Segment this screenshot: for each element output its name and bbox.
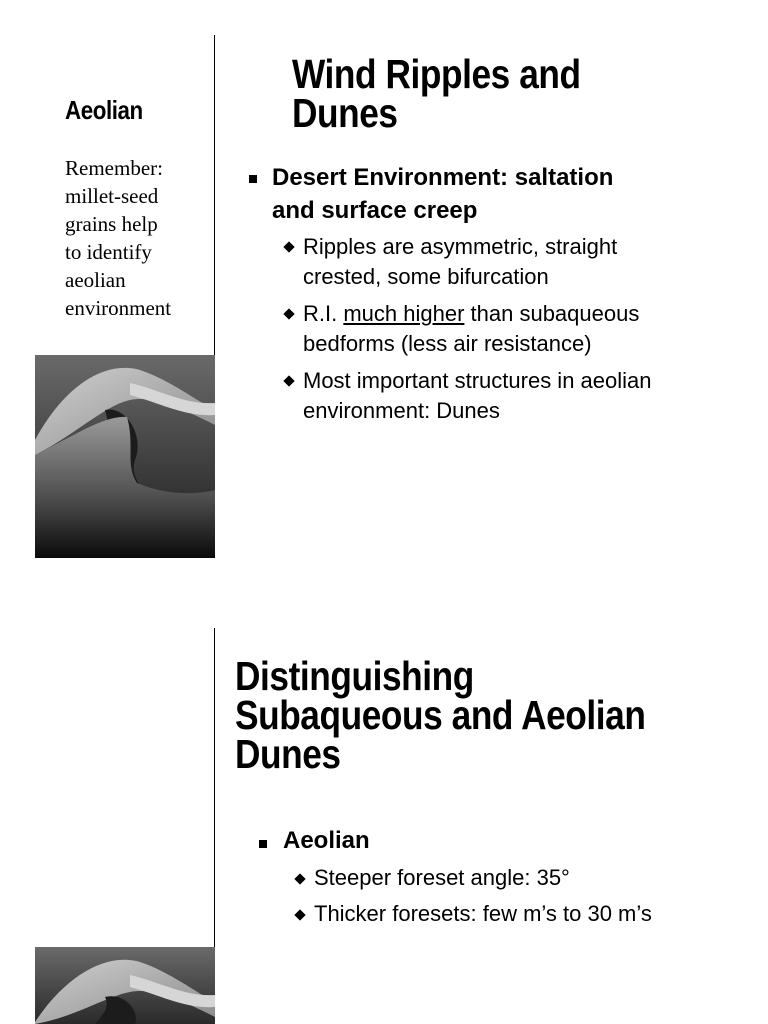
desert-dune-photo bbox=[35, 947, 215, 1024]
title-line: Wind Ripples and bbox=[292, 51, 581, 97]
title-line: Dunes bbox=[292, 90, 398, 136]
sub-bullet bbox=[303, 299, 639, 359]
sub-bullet-line: Ripples are asymmetric, straight bbox=[303, 234, 618, 259]
underlined-phrase: much higher bbox=[343, 301, 465, 326]
side-note: Remember: millet-seed grains help to identify aeolian environment bbox=[65, 156, 172, 320]
title-line: Dunes bbox=[235, 731, 341, 777]
sub-bullet-line: crested, some bifurcation bbox=[303, 264, 549, 289]
diamond-bullet-icon bbox=[283, 241, 294, 252]
sub-bullet: Steeper foreset angle: 35° bbox=[314, 865, 570, 890]
sub-bullet-prefix: R.I. bbox=[303, 301, 344, 326]
dune-photo-icon bbox=[35, 947, 215, 1024]
diamond-bullet-icon bbox=[283, 308, 294, 319]
bullet-line: Desert Environment: saltation bbox=[272, 164, 614, 191]
diamond-bullet-icon bbox=[294, 873, 305, 884]
square-bullet-icon bbox=[259, 840, 267, 848]
main-bullet: Aeolian bbox=[283, 827, 370, 854]
sub-bullet-line: bedforms (less air resistance) bbox=[303, 331, 592, 356]
square-bullet-icon bbox=[249, 175, 257, 183]
vertical-divider bbox=[214, 628, 215, 948]
title-line: Distinguishing bbox=[235, 653, 474, 699]
slide-distinguishing-dunes bbox=[0, 600, 768, 1024]
desert-dune-photo bbox=[35, 355, 215, 558]
sub-bullet-line: environment: Dunes bbox=[303, 398, 500, 423]
bullet-line: and surface creep bbox=[272, 197, 478, 224]
slide-title bbox=[235, 653, 646, 777]
sub-bullet-line bbox=[303, 299, 639, 329]
vertical-divider bbox=[214, 35, 215, 355]
sub-bullet-line: Most important structures in aeolian bbox=[303, 368, 652, 393]
sub-bullet bbox=[303, 366, 652, 426]
dune-photo-icon bbox=[35, 355, 215, 558]
sub-bullet: Thicker foresets: few m’s to 30 m’s bbox=[314, 901, 652, 926]
diamond-bullet-icon bbox=[283, 375, 294, 386]
sub-bullet bbox=[303, 232, 617, 292]
side-title: Aeolian bbox=[65, 95, 143, 125]
main-bullet bbox=[272, 161, 613, 227]
slide-title bbox=[292, 51, 581, 136]
title-line: Subaqueous and Aeolian bbox=[235, 692, 646, 738]
diamond-bullet-icon bbox=[294, 909, 305, 920]
sub-bullet-suffix: than subaqueous bbox=[464, 301, 640, 326]
